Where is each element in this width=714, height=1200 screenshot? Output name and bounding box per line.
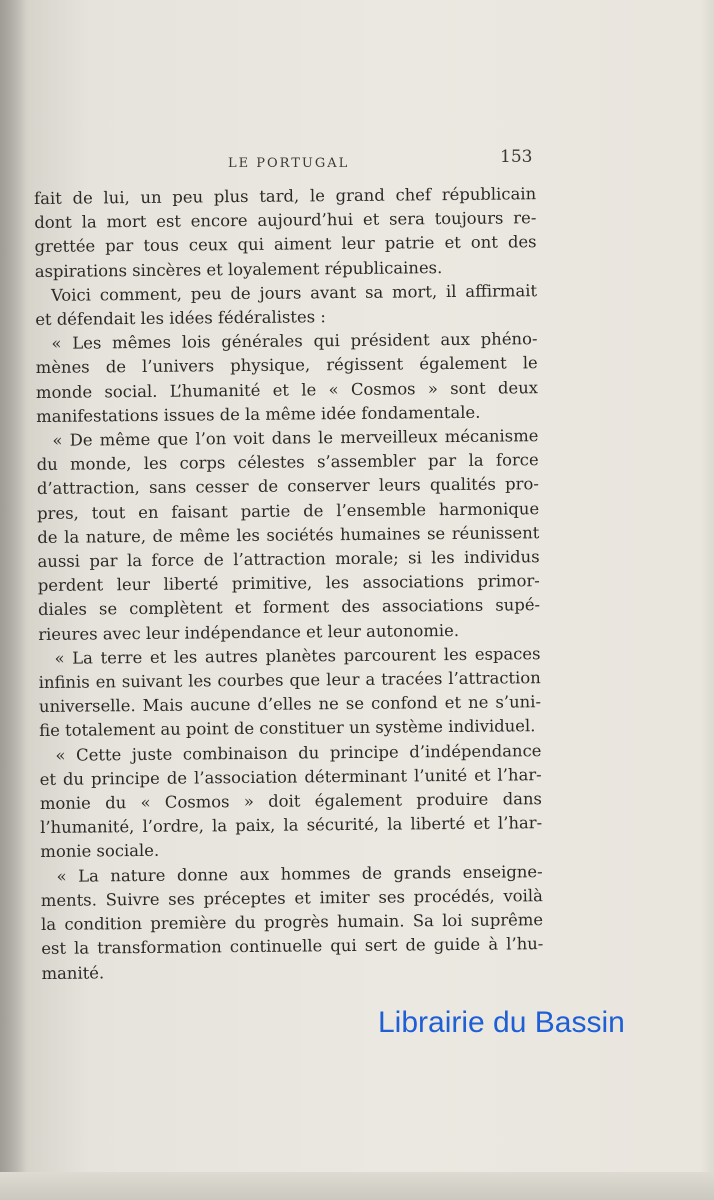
text-line: fait de lui, un peu plus tard, le grand chef républicain <box>34 184 537 208</box>
text-line: de la nature, de même les sociétés humaines se réunissent <box>37 523 540 547</box>
text-line: grettée par tous ceux qui aiment leur patrie et ont des <box>34 232 537 257</box>
text-line: est la transformation continuelle qui sert de guide à l’hu- <box>41 934 544 959</box>
text-line: « De même que l’on voit dans le merveilleux mécanisme <box>52 426 539 450</box>
text-line: rieures avec leur indépendance et leur autonomie. <box>38 620 460 644</box>
text-line: monie sociale. <box>40 841 160 862</box>
text-line: manifestations issues de la même idée fondamentale. <box>36 402 481 426</box>
text-line: l’humanité, l’ordre, la paix, la sécurité, la liberté et l’har- <box>40 813 543 838</box>
text-line: d’attraction, sans cesser de conserver leurs qualités pro- <box>36 474 539 499</box>
text-line: monde social. L’humanité et le « Cosmos » sont deux <box>35 377 539 402</box>
text-line: fie totalement au point de constituer un système individuel. <box>39 716 536 741</box>
text-line: aussi par la force de l’attraction morale; si les individus <box>37 547 540 572</box>
text-line: « La nature donne aux hommes de grands enseigne- <box>56 861 543 886</box>
text-line: monie du « Cosmos » doit également produire dans <box>39 789 542 814</box>
text-line: perdent leur liberté primitive, les associations primor- <box>37 571 540 596</box>
text-line: mènes de l’univers physique, régissent également le <box>35 353 538 378</box>
text-line: dont la mort est encore aujourd’hui et sera toujours re- <box>34 208 537 233</box>
running-head: LE PORTUGAL <box>228 156 350 171</box>
text-line: et du principe de l’association déterminant l’unité et l’har- <box>39 765 542 789</box>
text-line: « La terre et les autres planètes parcourent les espaces <box>54 644 541 668</box>
page-number: 153 <box>500 147 533 167</box>
text-line: « Cette juste combinaison du principe d’indépendance <box>55 740 542 765</box>
text-line: infinis en suivant les courbes que leur a tracées l’attraction <box>38 668 541 693</box>
watermark-text: Librairie du Bassin <box>378 1006 625 1039</box>
text-line: Voici comment, peu de jours avant sa mort, il affirmait <box>50 280 538 305</box>
text-line: la condition première du progrès humain. Sa loi suprême <box>40 910 544 935</box>
page-gutter-shadow <box>0 0 26 1200</box>
text-line: pres, tout en faisant partie de l’ensemble harmonique <box>37 498 540 523</box>
text-line: du monde, les corps célestes s’assembler par la force <box>36 450 539 475</box>
body-text <box>34 182 544 985</box>
text-line: diales se complètent et forment des associations supé- <box>37 595 541 620</box>
text-line: aspirations sincères et loyalement républicaines. <box>34 257 443 281</box>
text-line: manité. <box>41 962 105 983</box>
text-line: universelle. Mais aucune d’elles ne se confond et ne s’uni- <box>38 692 542 717</box>
text-line: « Les mêmes lois générales qui président aux phéno- <box>51 329 538 354</box>
page-bottom-edge <box>0 1172 714 1200</box>
text-line: ments. Suivre ses préceptes et imiter ses procédés, voilà <box>40 886 543 910</box>
text-line: et défendait les idées fédéralistes : <box>35 307 326 330</box>
